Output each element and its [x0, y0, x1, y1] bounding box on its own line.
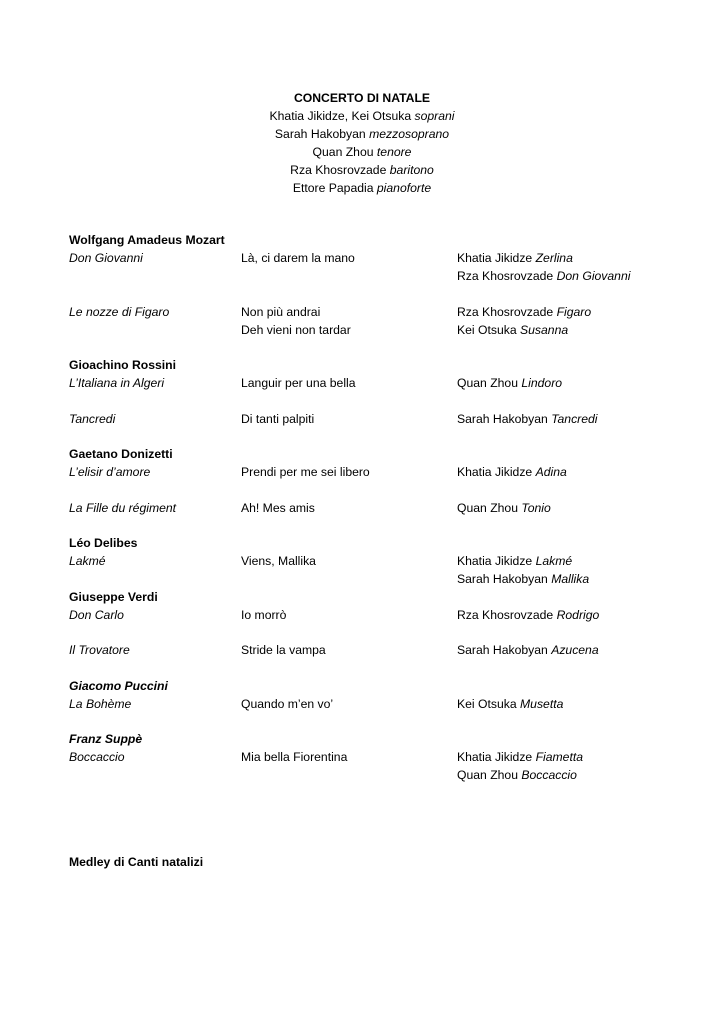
- character-role: Lakmé: [535, 554, 573, 568]
- cast-line: [0, 107, 724, 125]
- program-row: [0, 374, 724, 392]
- character-role: Boccaccio: [521, 768, 577, 782]
- character-role: Figaro: [556, 305, 592, 319]
- opera-title: L’elisir d’amore: [69, 465, 151, 479]
- composer-name: Gaetano Donizetti: [69, 447, 173, 461]
- performer: [457, 321, 568, 339]
- program-row: [0, 463, 724, 481]
- composer-name: Gioachino Rossini: [69, 358, 176, 372]
- aria-title: Prendi per me sei libero: [241, 465, 370, 479]
- singer-name: Kei Otsuka: [457, 323, 517, 337]
- program-row: [0, 303, 724, 321]
- opera-title: La Fille du régiment: [69, 501, 177, 515]
- character-role: Don Giovanni: [556, 269, 631, 283]
- character-role: Zerlina: [535, 251, 573, 265]
- performer: [457, 463, 567, 481]
- singer-name: Rza Khosrovzade: [457, 269, 554, 283]
- performer: [457, 303, 591, 321]
- cast-names: Rza Khosrovzade: [290, 163, 387, 177]
- program-row: [0, 499, 724, 517]
- singer-name: Khatia Jikidze: [457, 554, 533, 568]
- opera-title: L’Italiana in Algeri: [69, 376, 165, 390]
- cast-names: Quan Zhou: [312, 145, 374, 159]
- performer: [457, 641, 599, 659]
- performer: [457, 374, 562, 392]
- aria-title: Languir per una bella: [241, 376, 356, 390]
- character-role: Susanna: [520, 323, 569, 337]
- aria-title: Non più andrai: [241, 305, 321, 319]
- aria-title: Viens, Mallika: [241, 554, 316, 568]
- program-row: [0, 321, 724, 339]
- cast-names: Ettore Papadia: [292, 181, 374, 195]
- cast-role: soprani: [414, 109, 455, 123]
- cast-line: [0, 161, 724, 179]
- singer-name: Quan Zhou: [457, 376, 518, 390]
- aria-title: Quando m’en vo’: [241, 697, 334, 711]
- performer: [457, 695, 563, 713]
- singer-name: Khatia Jikidze: [457, 750, 533, 764]
- character-role: Lindoro: [521, 376, 563, 390]
- character-role: Tancredi: [551, 412, 598, 426]
- aria-title: Là, ci darem la mano: [241, 251, 355, 265]
- character-role: Adina: [535, 465, 567, 479]
- aria-title: Di tanti palpiti: [241, 412, 315, 426]
- composer-name: Léo Delibes: [69, 536, 138, 550]
- opera-title: Il Trovatore: [69, 643, 130, 657]
- performer: [457, 552, 572, 570]
- program-row: [0, 766, 724, 784]
- opera-title: Don Giovanni: [69, 251, 143, 265]
- singer-name: Khatia Jikidze: [457, 251, 533, 265]
- cast-role: baritono: [389, 163, 434, 177]
- aria-title: Deh vieni non tardar: [241, 323, 351, 337]
- cast-names: Sarah Hakobyan: [274, 127, 366, 141]
- composer-name: Wolfgang Amadeus Mozart: [69, 233, 225, 247]
- composer-name: Giuseppe Verdi: [69, 590, 158, 604]
- singer-name: Sarah Hakobyan: [457, 572, 548, 586]
- program-row: [0, 267, 724, 285]
- performer: [457, 410, 598, 428]
- singer-name: Rza Khosrovzade: [457, 608, 554, 622]
- singer-name: Quan Zhou: [457, 501, 518, 515]
- performer: [457, 267, 630, 285]
- composer-name: Franz Suppè: [69, 732, 143, 746]
- character-role: Tonio: [521, 501, 551, 515]
- program-row: [0, 552, 724, 570]
- program-row: [0, 606, 724, 624]
- cast-names: Khatia Jikidze, Kei Otsuka: [269, 109, 412, 123]
- cast-line: [0, 143, 724, 161]
- singer-name: Rza Khosrovzade: [457, 305, 554, 319]
- performer: [457, 606, 599, 624]
- cast-line: [0, 179, 724, 197]
- performer: [457, 766, 577, 784]
- cast-line: [0, 125, 724, 143]
- program-row: [0, 641, 724, 659]
- concert-header: [0, 89, 724, 197]
- character-role: Azucena: [551, 643, 599, 657]
- aria-title: Mia bella Fiorentina: [241, 750, 348, 764]
- singer-name: Kei Otsuka: [457, 697, 517, 711]
- program-row: [0, 570, 724, 588]
- aria-title: Ah! Mes amis: [241, 501, 315, 515]
- performer: [457, 748, 583, 766]
- opera-title: La Bohème: [69, 697, 132, 711]
- character-role: Mallika: [551, 572, 590, 586]
- program-row: [0, 748, 724, 766]
- medley-title: Medley di Canti natalizi: [69, 855, 204, 869]
- opera-title: Boccaccio: [69, 750, 125, 764]
- program-row: [0, 695, 724, 713]
- aria-title: Stride la vampa: [241, 643, 326, 657]
- singer-name: Quan Zhou: [457, 768, 518, 782]
- character-role: Fiametta: [535, 750, 584, 764]
- character-role: Musetta: [520, 697, 564, 711]
- opera-title: Lakmé: [69, 554, 106, 568]
- singer-name: Sarah Hakobyan: [457, 412, 548, 426]
- character-role: Rodrigo: [556, 608, 600, 622]
- program-row: [0, 249, 724, 267]
- aria-title: Io morrò: [241, 608, 287, 622]
- opera-title: Tancredi: [69, 412, 116, 426]
- cast-role: mezzosoprano: [369, 127, 450, 141]
- cast-role: pianoforte: [376, 181, 432, 195]
- composer-name: Giacomo Puccini: [69, 679, 168, 693]
- concert-title: CONCERTO DI NATALE: [293, 91, 431, 105]
- opera-title: Don Carlo: [69, 608, 124, 622]
- performer: [457, 499, 551, 517]
- performer: [457, 249, 573, 267]
- program-row: [0, 410, 724, 428]
- cast-role: tenore: [376, 145, 412, 159]
- singer-name: Sarah Hakobyan: [457, 643, 548, 657]
- singer-name: Khatia Jikidze: [457, 465, 533, 479]
- opera-title: Le nozze di Figaro: [69, 305, 170, 319]
- performer: [457, 570, 589, 588]
